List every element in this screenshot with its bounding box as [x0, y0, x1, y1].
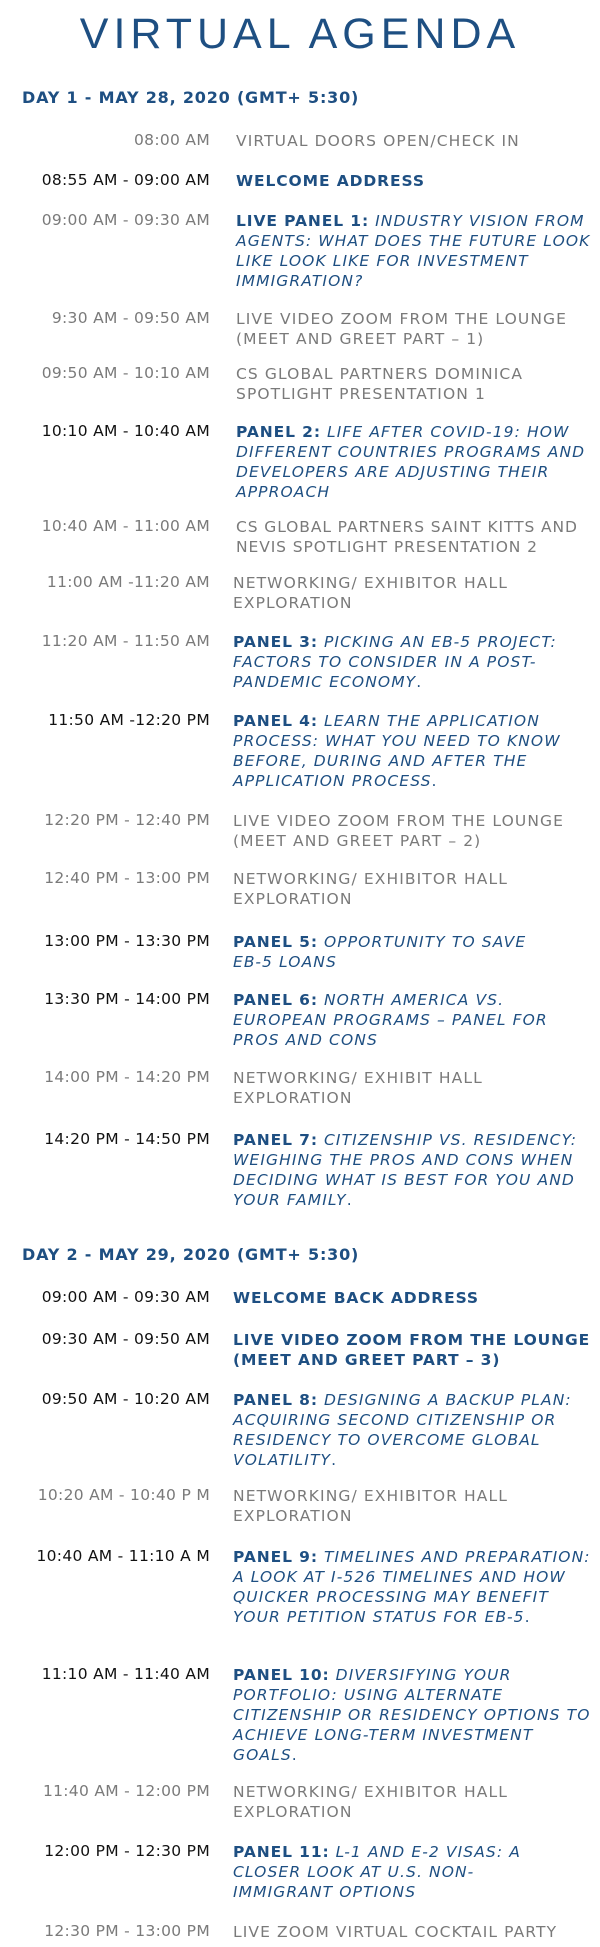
- day1-item-8-desc: NETWORKING/ EXHIBITOR HALL EXPLORATION: [233, 574, 508, 612]
- page-title: VIRTUAL AGENDA: [79, 10, 521, 58]
- day2-item-9-desc: LIVE ZOOM VIRTUAL COCKTAIL PARTY: [233, 1923, 558, 1941]
- panel-title: CITIZENSHIP VS. RESIDENCY: WEIGHING THE PROS AND CONS WHEN DECIDING WHAT IS BEST FOR YOU AND YOUR FAMILY: [233, 1131, 578, 1209]
- day1-heading: DAY 1 - MAY 28, 2020 (GMT+ 5:30): [22, 88, 360, 107]
- panel-title: NORTH AMERICA VS. EUROPEAN PROGRAMS – PANEL FOR PROS AND CONS: [233, 991, 548, 1049]
- panel-label: PANEL 6:: [233, 991, 318, 1009]
- day1-item-2-desc: WELCOME ADDRESS: [236, 172, 425, 190]
- day1-item-13-desc: [233, 932, 553, 972]
- panel-title-end: .: [416, 673, 423, 691]
- day1-item-13-time: 13:00 PM - 13:30 PM: [44, 932, 210, 950]
- day2-item-8-desc: [233, 1842, 533, 1902]
- day1-item-4-desc: LIVE VIDEO ZOOM FROM THE LOUNGE (MEET AND GREET PART – 1): [236, 310, 568, 348]
- day2-item-2-desc: LIVE VIDEO ZOOM FROM THE LOUNGE (MEET AND GREET PART – 3): [233, 1331, 591, 1369]
- day2-item-5-desc: [233, 1547, 593, 1627]
- day2-item-2-time: 09:30 AM - 09:50 AM: [41, 1330, 210, 1348]
- day2-item-4-desc: NETWORKING/ EXHIBITOR HALL EXPLORATION: [233, 1487, 508, 1525]
- day1-item-3-time: 09:00 AM - 09:30 AM: [41, 211, 210, 229]
- panel-title: DIVERSIFYING YOUR PORTFOLIO: USING ALTERNATE CITIZENSHIP OR RESIDENCY OPTIONS TO ACHIEVE LONG-TERM INVESTMENT GOALS: [233, 1666, 591, 1764]
- day2-item-1-time: 09:00 AM - 09:30 AM: [41, 1288, 210, 1306]
- day2-item-6-time: 11:10 AM - 11:40 AM: [41, 1665, 210, 1683]
- panel-title-end: .: [346, 1191, 353, 1209]
- day2-item-1-desc: WELCOME BACK ADDRESS: [233, 1289, 479, 1307]
- panel-label: PANEL 4:: [233, 712, 318, 730]
- panel-title: TIMELINES AND PREPARATION: A LOOK AT I-526 TIMELINES AND HOW QUICKER PROCESSING MAY BENEFIT YOUR PETITION STATUS FOR EB-5: [233, 1548, 591, 1626]
- panel-title: OPPORTUNITY TO SAVE EB-5 LOANS: [233, 933, 527, 971]
- day2-item-8-time: 12:00 PM - 12:30 PM: [44, 1842, 210, 1860]
- panel-label: LIVE PANEL 1:: [236, 212, 370, 230]
- day2-item-7-desc: NETWORKING/ EXHIBITOR HALL EXPLORATION: [233, 1783, 508, 1821]
- day2-item-4-time: 10:20 AM - 10:40 P M: [37, 1486, 210, 1504]
- day1-item-16-time: 14:20 PM - 14:50 PM: [44, 1130, 210, 1148]
- panel-title-end: .: [291, 1746, 298, 1764]
- day1-item-11-time: 12:20 PM - 12:40 PM: [44, 811, 210, 829]
- day2-item-3-desc: [233, 1390, 593, 1470]
- day1-item-1-time: 08:00 AM: [134, 131, 210, 149]
- panel-label: PANEL 8:: [233, 1391, 318, 1409]
- panel-title: LIFE AFTER COVID-19: HOW DIFFERENT COUNTRIES PROGRAMS AND DEVELOPERS ARE ADJUSTING THEIR APPROACH: [236, 423, 586, 501]
- day1-item-10-time: 11:50 AM -12:20 PM: [48, 711, 210, 729]
- panel-title-end: .: [331, 1451, 338, 1469]
- panel-label: PANEL 3:: [233, 633, 318, 651]
- panel-title: LEARN THE APPLICATION PROCESS: WHAT YOU NEED TO KNOW BEFORE, DURING AND AFTER THE APPLICATION PROCESS: [233, 712, 561, 790]
- panel-label: PANEL 10:: [233, 1666, 330, 1684]
- day1-item-5-time: 09:50 AM - 10:10 AM: [41, 364, 210, 382]
- day1-item-8-time: 11:00 AM -11:20 AM: [46, 573, 210, 591]
- panel-title-end: .: [431, 772, 438, 790]
- panel-title: L-1 AND E-2 VISAS: A CLOSER LOOK AT U.S. NON-IMMIGRANT OPTIONS: [233, 1843, 521, 1901]
- panel-title: PICKING AN EB-5 PROJECT: FACTORS TO CONSIDER IN A POST-PANDEMIC ECONOMY: [233, 633, 557, 691]
- panel-label: PANEL 5:: [233, 933, 318, 951]
- day2-heading: DAY 2 - MAY 29, 2020 (GMT+ 5:30): [22, 1245, 360, 1264]
- day1-item-9-time: 11:20 AM - 11:50 AM: [41, 632, 210, 650]
- panel-title-end: .: [524, 1608, 531, 1626]
- day1-item-5-desc: CS GLOBAL PARTNERS DOMINICA SPOTLIGHT PRESENTATION 1: [236, 365, 524, 403]
- day1-item-3-desc: [236, 211, 600, 291]
- day2-item-7-time: 11:40 AM - 12:00 PM: [42, 1782, 210, 1800]
- day1-item-16-desc: [233, 1130, 593, 1210]
- panel-label: PANEL 11:: [233, 1843, 330, 1861]
- day2-item-3-time: 09:50 AM - 10:20 AM: [41, 1390, 210, 1408]
- panel-title: INDUSTRY VISION FROM AGENTS: WHAT DOES THE FUTURE LOOK LIKE LOOK LIKE FOR INVESTMENT IMMIGRATION?: [236, 212, 591, 290]
- day1-item-4-time: 9:30 AM - 09:50 AM: [51, 309, 210, 327]
- panel-title: DESIGNING A BACKUP PLAN: ACQUIRING SECOND CITIZENSHIP OR RESIDENCY TO OVERCOME GLOBAL VOLATILITY: [233, 1391, 572, 1469]
- day1-item-15-desc: NETWORKING/ EXHIBIT HALL EXPLORATION: [233, 1069, 483, 1107]
- day1-item-10-desc: [233, 711, 593, 791]
- day1-item-9-desc: [233, 632, 583, 692]
- day1-item-2-time: 08:55 AM - 09:00 AM: [41, 171, 210, 189]
- day1-item-15-time: 14:00 PM - 14:20 PM: [44, 1068, 210, 1086]
- day1-item-12-desc: NETWORKING/ EXHIBITOR HALL EXPLORATION: [233, 870, 508, 908]
- day1-item-1-desc: VIRTUAL DOORS OPEN/CHECK IN: [236, 132, 520, 150]
- day2-item-6-desc: [233, 1665, 593, 1765]
- day1-item-14-desc: [233, 990, 583, 1050]
- day1-item-6-desc: [236, 422, 600, 502]
- day1-item-12-time: 12:40 PM - 13:00 PM: [44, 869, 210, 887]
- day2-item-9-time: 12:30 PM - 13:00 PM: [44, 1922, 210, 1940]
- day1-item-14-time: 13:30 PM - 14:00 PM: [44, 990, 210, 1008]
- panel-label: PANEL 9:: [233, 1548, 318, 1566]
- panel-label: PANEL 2:: [236, 423, 321, 441]
- day1-item-7-time: 10:40 AM - 11:00 AM: [41, 517, 210, 535]
- day1-item-11-desc: LIVE VIDEO ZOOM FROM THE LOUNGE (MEET AND GREET PART – 2): [233, 812, 565, 850]
- day1-item-7-desc: CS GLOBAL PARTNERS SAINT KITTS AND NEVIS SPOTLIGHT PRESENTATION 2: [236, 518, 578, 556]
- panel-label: PANEL 7:: [233, 1131, 318, 1149]
- day1-item-6-time: 10:10 AM - 10:40 AM: [41, 422, 210, 440]
- day2-item-5-time: 10:40 AM - 11:10 A M: [36, 1547, 210, 1565]
